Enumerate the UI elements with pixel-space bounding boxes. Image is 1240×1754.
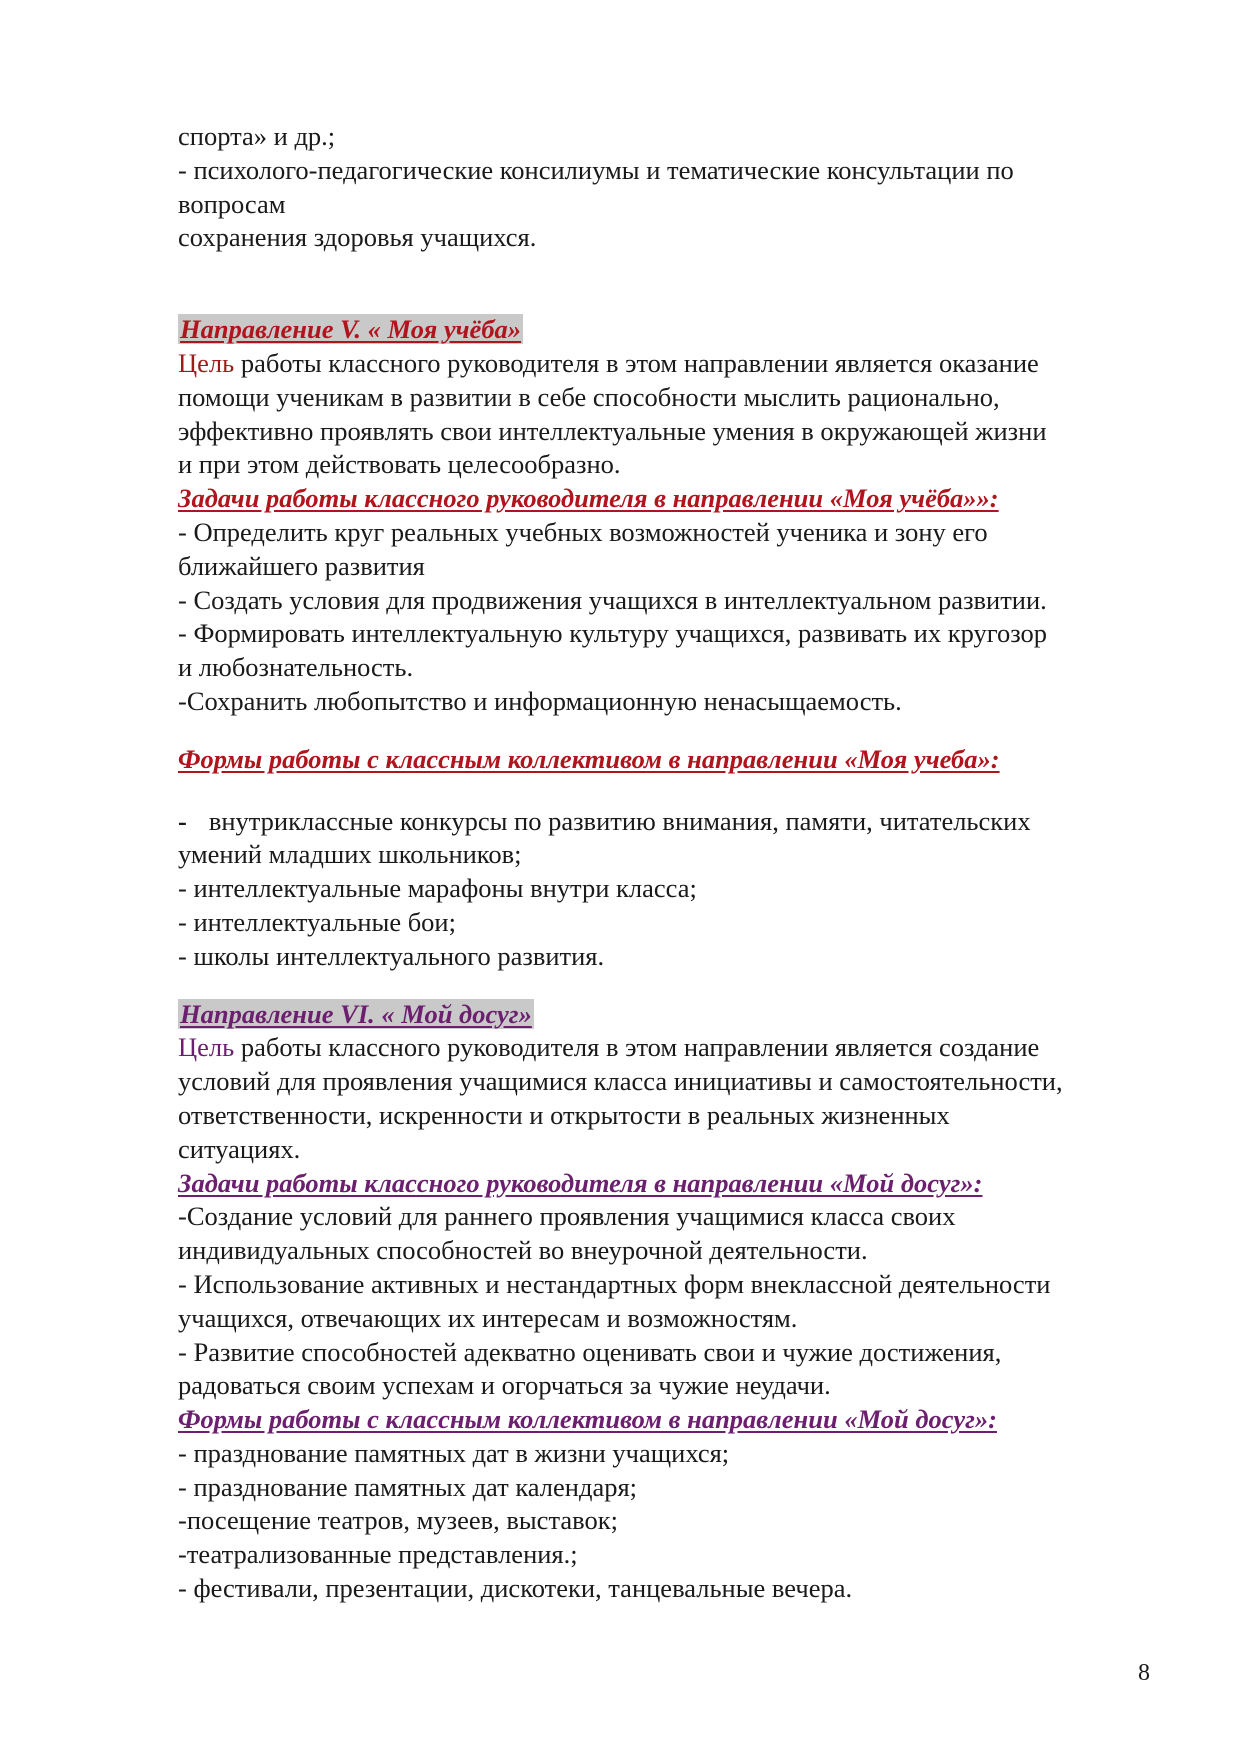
form-item: - интеллектуальные марафоны внутри класса; — [178, 873, 697, 904]
spacer — [178, 974, 1168, 998]
intro-line: спорта» и др.; — [178, 121, 336, 151]
task-item: - Определить круг реальных учебных возможностей ученика и зону его — [178, 516, 988, 547]
form-item: - интеллектуальные бои; — [178, 906, 456, 937]
spacer — [178, 777, 1168, 805]
section-6-tasks-heading: Задачи работы классного руководителя в направлении «Мой досуг»: — [178, 1167, 983, 1198]
form-item: -посещение театров, музеев, выставок; — [178, 1505, 618, 1536]
form-item: - фестивали, презентации, дискотеки, танцевальные вечера. — [178, 1573, 853, 1604]
section-5-tasks-heading: Задачи работы классного руководителя в направлении «Моя учёба»»: — [178, 483, 999, 514]
goal-lead: Цель — [178, 347, 235, 378]
task-item: радоваться своим успехам и огорчаться за чужие неудачи. — [178, 1370, 831, 1401]
section-5-forms-heading: Формы работы с классным коллективом в направлении «Моя учеба»: — [178, 743, 1000, 774]
section-5-forms-heading-row — [178, 743, 1168, 777]
form-item: - школы интеллектуального развития. — [178, 940, 605, 971]
section-5-goal-line: помощи ученикам в развитии в себе способности мыслить рационально, — [178, 381, 1000, 412]
task-item: -Создание условий для раннего проявления учащимися класса своих — [178, 1201, 956, 1232]
section-5-heading-row — [178, 313, 1168, 347]
section-6-heading: Направление VI. « Мой досуг» — [180, 998, 532, 1029]
section-6-goal-line: ситуациях. — [178, 1133, 301, 1164]
intro-line: - психолого-педагогические консилиумы и тематические консультации по — [178, 154, 1014, 185]
spacer — [178, 255, 1168, 313]
section-5-goal-line: эффективно проявлять свои интеллектуальные умения в окружающей жизни — [178, 415, 1047, 446]
task-item: и любознательность. — [178, 652, 414, 683]
task-item: - Создать условия для продвижения учащихся в интеллектуальном развитии. — [178, 584, 1047, 615]
form-item: -театрализованные представления.; — [178, 1539, 578, 1570]
task-item: индивидуальных способностей во внеурочной деятельности. — [178, 1235, 868, 1266]
page-content — [178, 120, 1168, 1606]
task-item: ближайшего развития — [178, 550, 425, 581]
section-6-tasks-heading-row — [178, 1167, 1168, 1201]
section-6-forms-heading: Формы работы с классным коллективом в направлении «Мой досуг»: — [178, 1404, 997, 1435]
section-6-goal-line: Цель работы классного руководителя в этом направлении является создание — [178, 1032, 1040, 1063]
spacer — [178, 719, 1168, 743]
bullet-dash: - — [178, 805, 187, 836]
section-6-heading-row — [178, 998, 1168, 1032]
form-item: умений младших школьников; — [178, 839, 522, 870]
form-item: - празднование памятных дат календаря; — [178, 1471, 638, 1502]
section-6-goal-line: условий для проявления учащимися класса инициативы и самостоятельности, — [178, 1066, 1063, 1097]
form-item: - внутриклассные конкурсы по развитию внимания, памяти, читательских — [178, 805, 1031, 836]
section-6-forms-heading-row — [178, 1403, 1168, 1437]
section-5-tasks-heading-row — [178, 482, 1168, 516]
task-item: - Использование активных и нестандартных форм внеклассной деятельности — [178, 1268, 1051, 1299]
section-5-heading: Направление V. « Моя учёба» — [180, 314, 522, 345]
task-item: учащихся, отвечающих их интересам и возможностям. — [178, 1302, 798, 1333]
task-item: -Сохранить любопытство и информационную ненасыщаемость. — [178, 685, 902, 716]
goal-lead: Цель — [178, 1032, 235, 1063]
task-item: - Формировать интеллектуальную культуру учащихся, развивать их кругозор — [178, 618, 1048, 649]
form-item: - празднование памятных дат в жизни учащихся; — [178, 1437, 730, 1468]
section-5-goal-line: и при этом действовать целесообразно. — [178, 449, 621, 480]
section-6-goal-line: ответственности, искренности и открытости в реальных жизненных — [178, 1099, 950, 1130]
intro-line: сохранения здоровья учащихся. — [178, 222, 537, 253]
intro-line: вопросам — [178, 188, 286, 219]
section-5-goal-line: Цель работы классного руководителя в этом направлении является оказание — [178, 347, 1039, 378]
page-number: 8 — [1138, 1660, 1150, 1686]
task-item: - Развитие способностей адекватно оценивать свои и чужие достижения, — [178, 1336, 1002, 1367]
